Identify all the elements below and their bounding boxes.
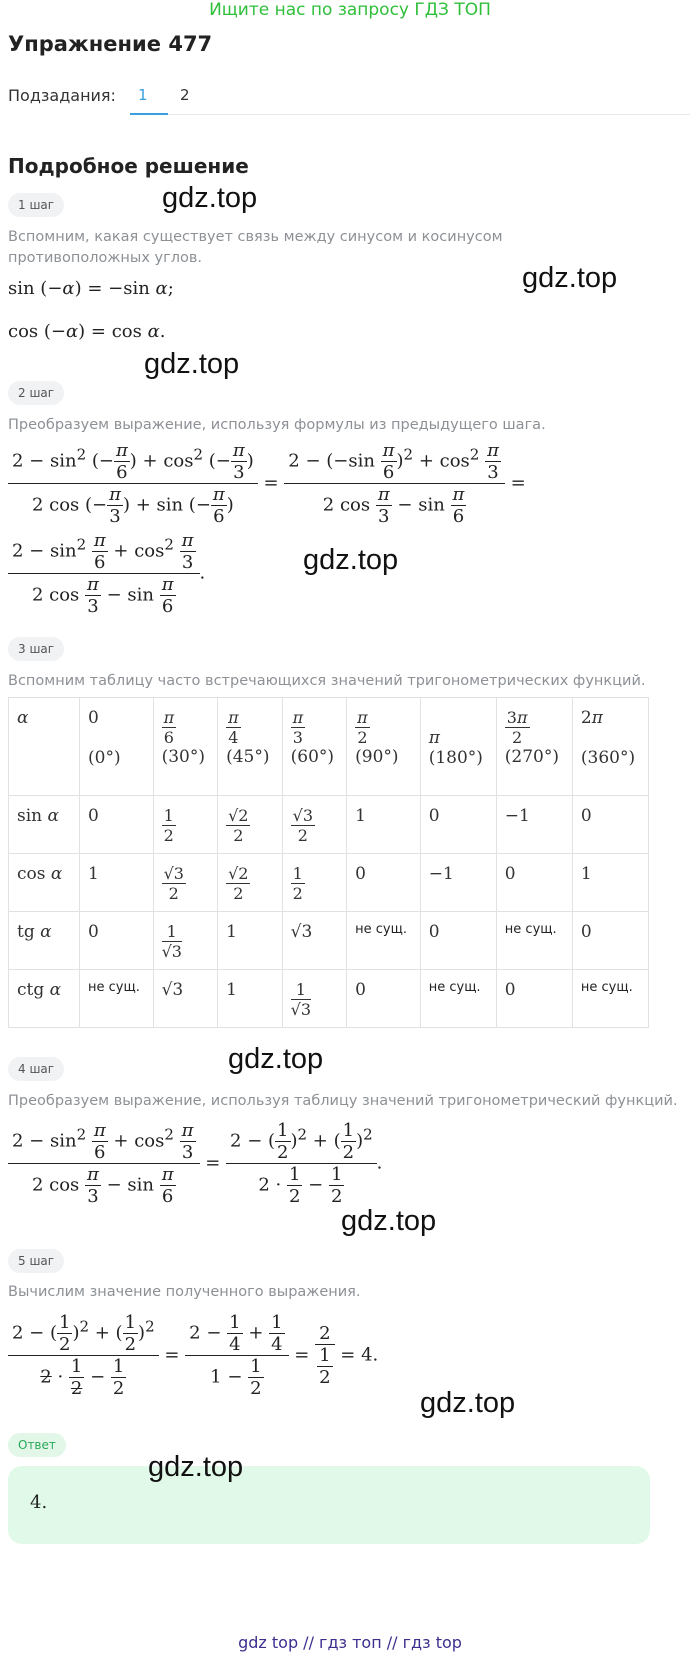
formula-sin-odd: sin (−α) = −sin α; [8, 278, 174, 299]
step-5-chip: 5 шаг [8, 1249, 64, 1273]
search-banner: Ищите нас по запросу ГДЗ ТОП [209, 0, 491, 20]
step-2-equation-line-2: $2 - \sin^2$ $\frac{\pi}{6}$ + $\cos^2$ $\frac{\pi}{3}$ 2 cos $\frac{\pi}{3}$ − sin $\frac{\pi}{6}$ . [8, 530, 205, 617]
table-row: sin α 0 $\frac{1}{2}$ $\frac{√2}{2}$ $\frac{√3}{2}$ 1 0 −1 0 [9, 796, 649, 854]
step-2-equation-line-1: $2 - \sin^2$ (− $\frac{\pi}{6}$ ) + $\cos^2$ (− $\frac{\pi}{3}$ ) 2 cos (− $\frac{\pi}{3}$ ) + sin (− $\frac{\pi}{6}$ ) = 2 − (−sin $\frac{\pi}{6}$ )$^2 + \cos^2$ $\frac{\pi}{3}$ 2 cos $\frac{\pi}{3}$ − sin $\frac{\pi}{6}$ = [8, 440, 526, 527]
step-3-text: Вспомним таблицу часто встречающихся значений тригонометрических функций. [8, 673, 646, 689]
section-title: Подробное решение [8, 154, 249, 178]
watermark: gdz.top [148, 1451, 244, 1483]
answer-box [8, 1466, 650, 1544]
step-4-equation: $2 - \sin^2$ $\frac{\pi}{6}$ + $\cos^2$ $\frac{\pi}{3}$ 2 cos $\frac{\pi}{3}$ − sin $\frac{\pi}{6}$ = 2 − ( $\frac{1}{2}$ )$^2$ + ( $\frac{1}{2}$ )$^2$ 2 · $\frac{1}{2}$ − $\frac{1}{2}$ . [8, 1120, 382, 1207]
table-row: cos α 1 $\frac{√3}{2}$ $\frac{√2}{2}$ $\frac{1}{2}$ 0 −1 0 1 [9, 854, 649, 912]
step-5-equation: 2 − ( $\frac{1}{2}$ )$^2$ + ( $\frac{1}{2}$ )$^2$ 2 · $\frac{1}{2}$ − $\frac{1}{2}$ = 2 − $\frac{1}{4}$ + $\frac{1}{4}$ 1 − $\frac{1}{2}$ = $\frac{2}{\frac{1}{2}}$ = 4. [8, 1312, 378, 1399]
step-3-chip: 3 шаг [8, 637, 64, 661]
subtask-tab-2[interactable]: 2 [180, 86, 190, 104]
tabs-divider [130, 114, 690, 115]
answer-value: 4. [30, 1492, 48, 1513]
subtasks-label: Подзадания: [8, 86, 116, 105]
active-tab-indicator [130, 113, 168, 115]
watermark: gdz.top [228, 1043, 324, 1075]
trig-values-table [8, 697, 649, 1028]
step-2-chip: 2 шаг [8, 381, 64, 405]
step-5-text: Вычислим значение полученного выражения. [8, 1284, 361, 1300]
watermark: gdz.top [522, 262, 618, 294]
step-4-text: Преобразуем выражение, используя таблицу значений тригонометрический функций. [8, 1093, 678, 1109]
watermark: gdz.top [341, 1205, 437, 1237]
step-4-chip: 4 шаг [8, 1057, 64, 1081]
step-1-chip: 1 шаг [8, 193, 64, 217]
formula-cos-even: cos (−α) = cos α. [8, 321, 166, 342]
table-row: tg α 0 $\frac{1}{√3}$ 1 √3 не сущ. 0 не сущ. 0 [9, 912, 649, 970]
subtask-tab-1[interactable]: 1 [138, 86, 148, 104]
step-2-text: Преобразуем выражение, используя формулы из предыдущего шага. [8, 417, 546, 433]
watermark: gdz.top [162, 182, 258, 214]
watermark: gdz.top [144, 348, 240, 380]
table-row: α 0 (0°) $\frac{\pi}{6}$ (30°) $\frac{\pi}{4}$ (45°) $\frac{\pi}{3}$ (60°) $\frac{\pi}{2}$ (90°) π (180°) $\frac{3\pi}{2}$ (270°) 2π (360°) [9, 698, 649, 796]
page-title: Упражнение 477 [8, 32, 213, 56]
answer-chip: Ответ [8, 1433, 66, 1457]
watermark: gdz.top [420, 1387, 516, 1419]
step-1-text: Вспомним, какая существует связь между синусом и косинусом противоположных углов. [8, 229, 503, 266]
watermark: gdz.top [303, 544, 399, 576]
footer-links[interactable]: gdz top // гдз топ // гдз top [238, 1633, 462, 1652]
table-row: ctg α не сущ. √3 1 $\frac{1}{√3}$ 0 не сущ. 0 не сущ. [9, 970, 649, 1028]
